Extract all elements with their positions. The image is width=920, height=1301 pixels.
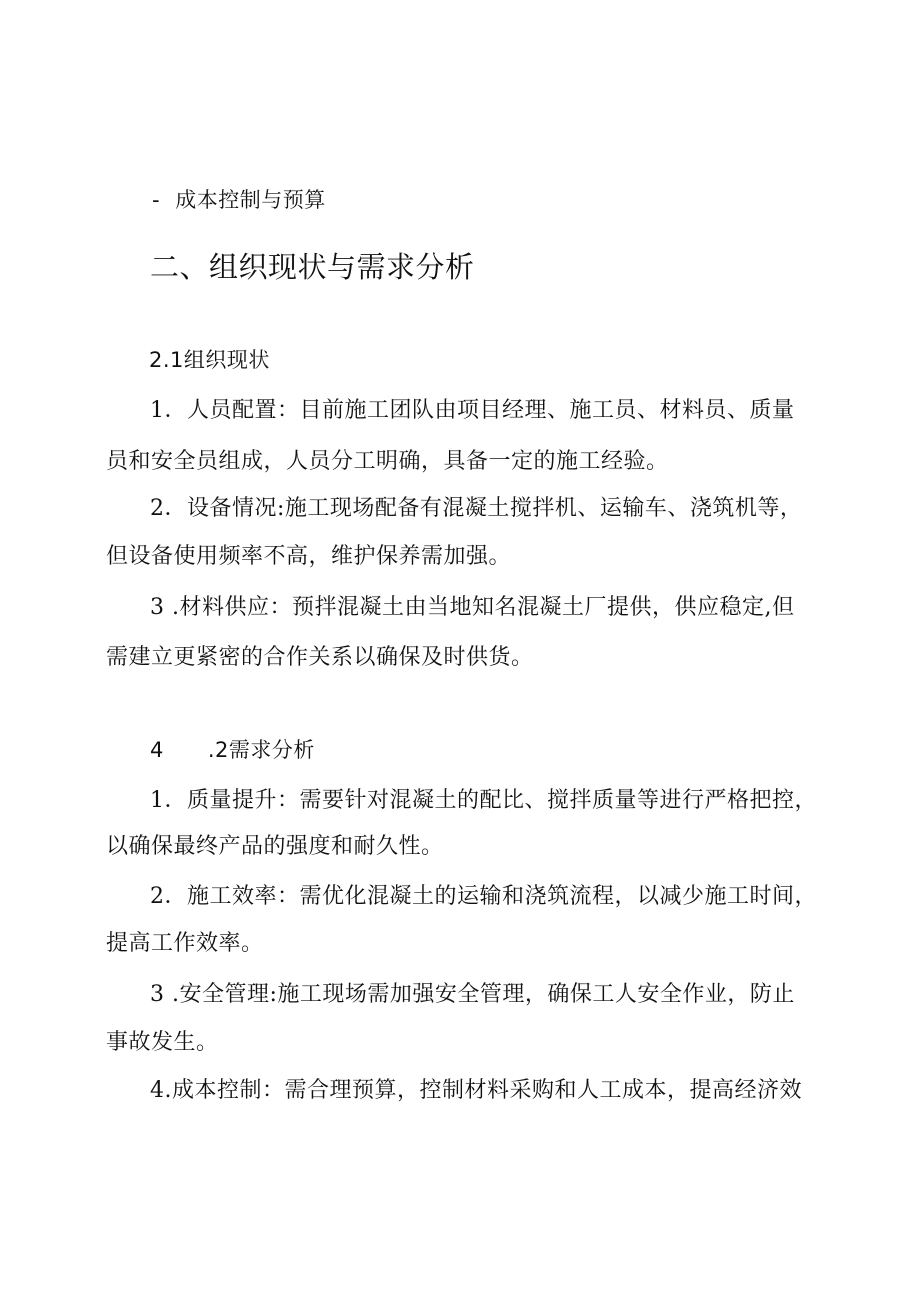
paragraph-line: 提高工作效率。 [106,931,264,956]
section-title: 二、组织现状与需求分析 [150,250,475,284]
paragraph-line: 3 .安全管理:施工现场需加强安全管理，确保工人安全作业，防止 [150,982,795,1007]
paragraph-line: 1．质量提升：需要针对混凝土的配比、搅拌质量等进行严格把控， [150,788,817,813]
subsection-number: 4 [150,738,164,762]
bullet-marker: - [152,188,161,212]
paragraph-line: 员和安全员组成，人员分工明确，具备一定的施工经验。 [106,449,669,474]
paragraph-line: 以确保最终产品的强度和耐久性。 [106,834,444,859]
paragraph-line: 2．施工效率：需优化混凝土的运输和浇筑流程，以减少施工时间， [150,884,817,909]
paragraph-line: 1．人员配置：目前施工团队由项目经理、施工员、材料员、质量 [150,398,795,423]
paragraph-line: 事故发生。 [106,1030,219,1055]
subsection-heading-needs [150,736,315,764]
subsection-heading-current-status: 2.1组织现状 [149,348,270,372]
paragraph-line: 需建立更紧密的合作关系以确保及时供货。 [106,645,534,670]
paragraph-line: 但设备使用频率不高，维护保养需加强。 [106,544,512,569]
paragraph-line: 2．设备情况:施工现场配备有混凝土搅拌机、运输车、浇筑机等， [150,496,803,521]
paragraph-line: 3 .材料供应：预拌混凝土由当地知名混凝土厂提供，供应稳定,但 [150,595,795,620]
paragraph-line: 4.成本控制：需合理预算，控制材料采购和人工成本，提高经济效 [150,1078,802,1103]
subsection-title: .2需求分析 [207,738,315,762]
bullet-item [152,186,326,214]
bullet-text: 成本控制与预算 [175,188,326,212]
